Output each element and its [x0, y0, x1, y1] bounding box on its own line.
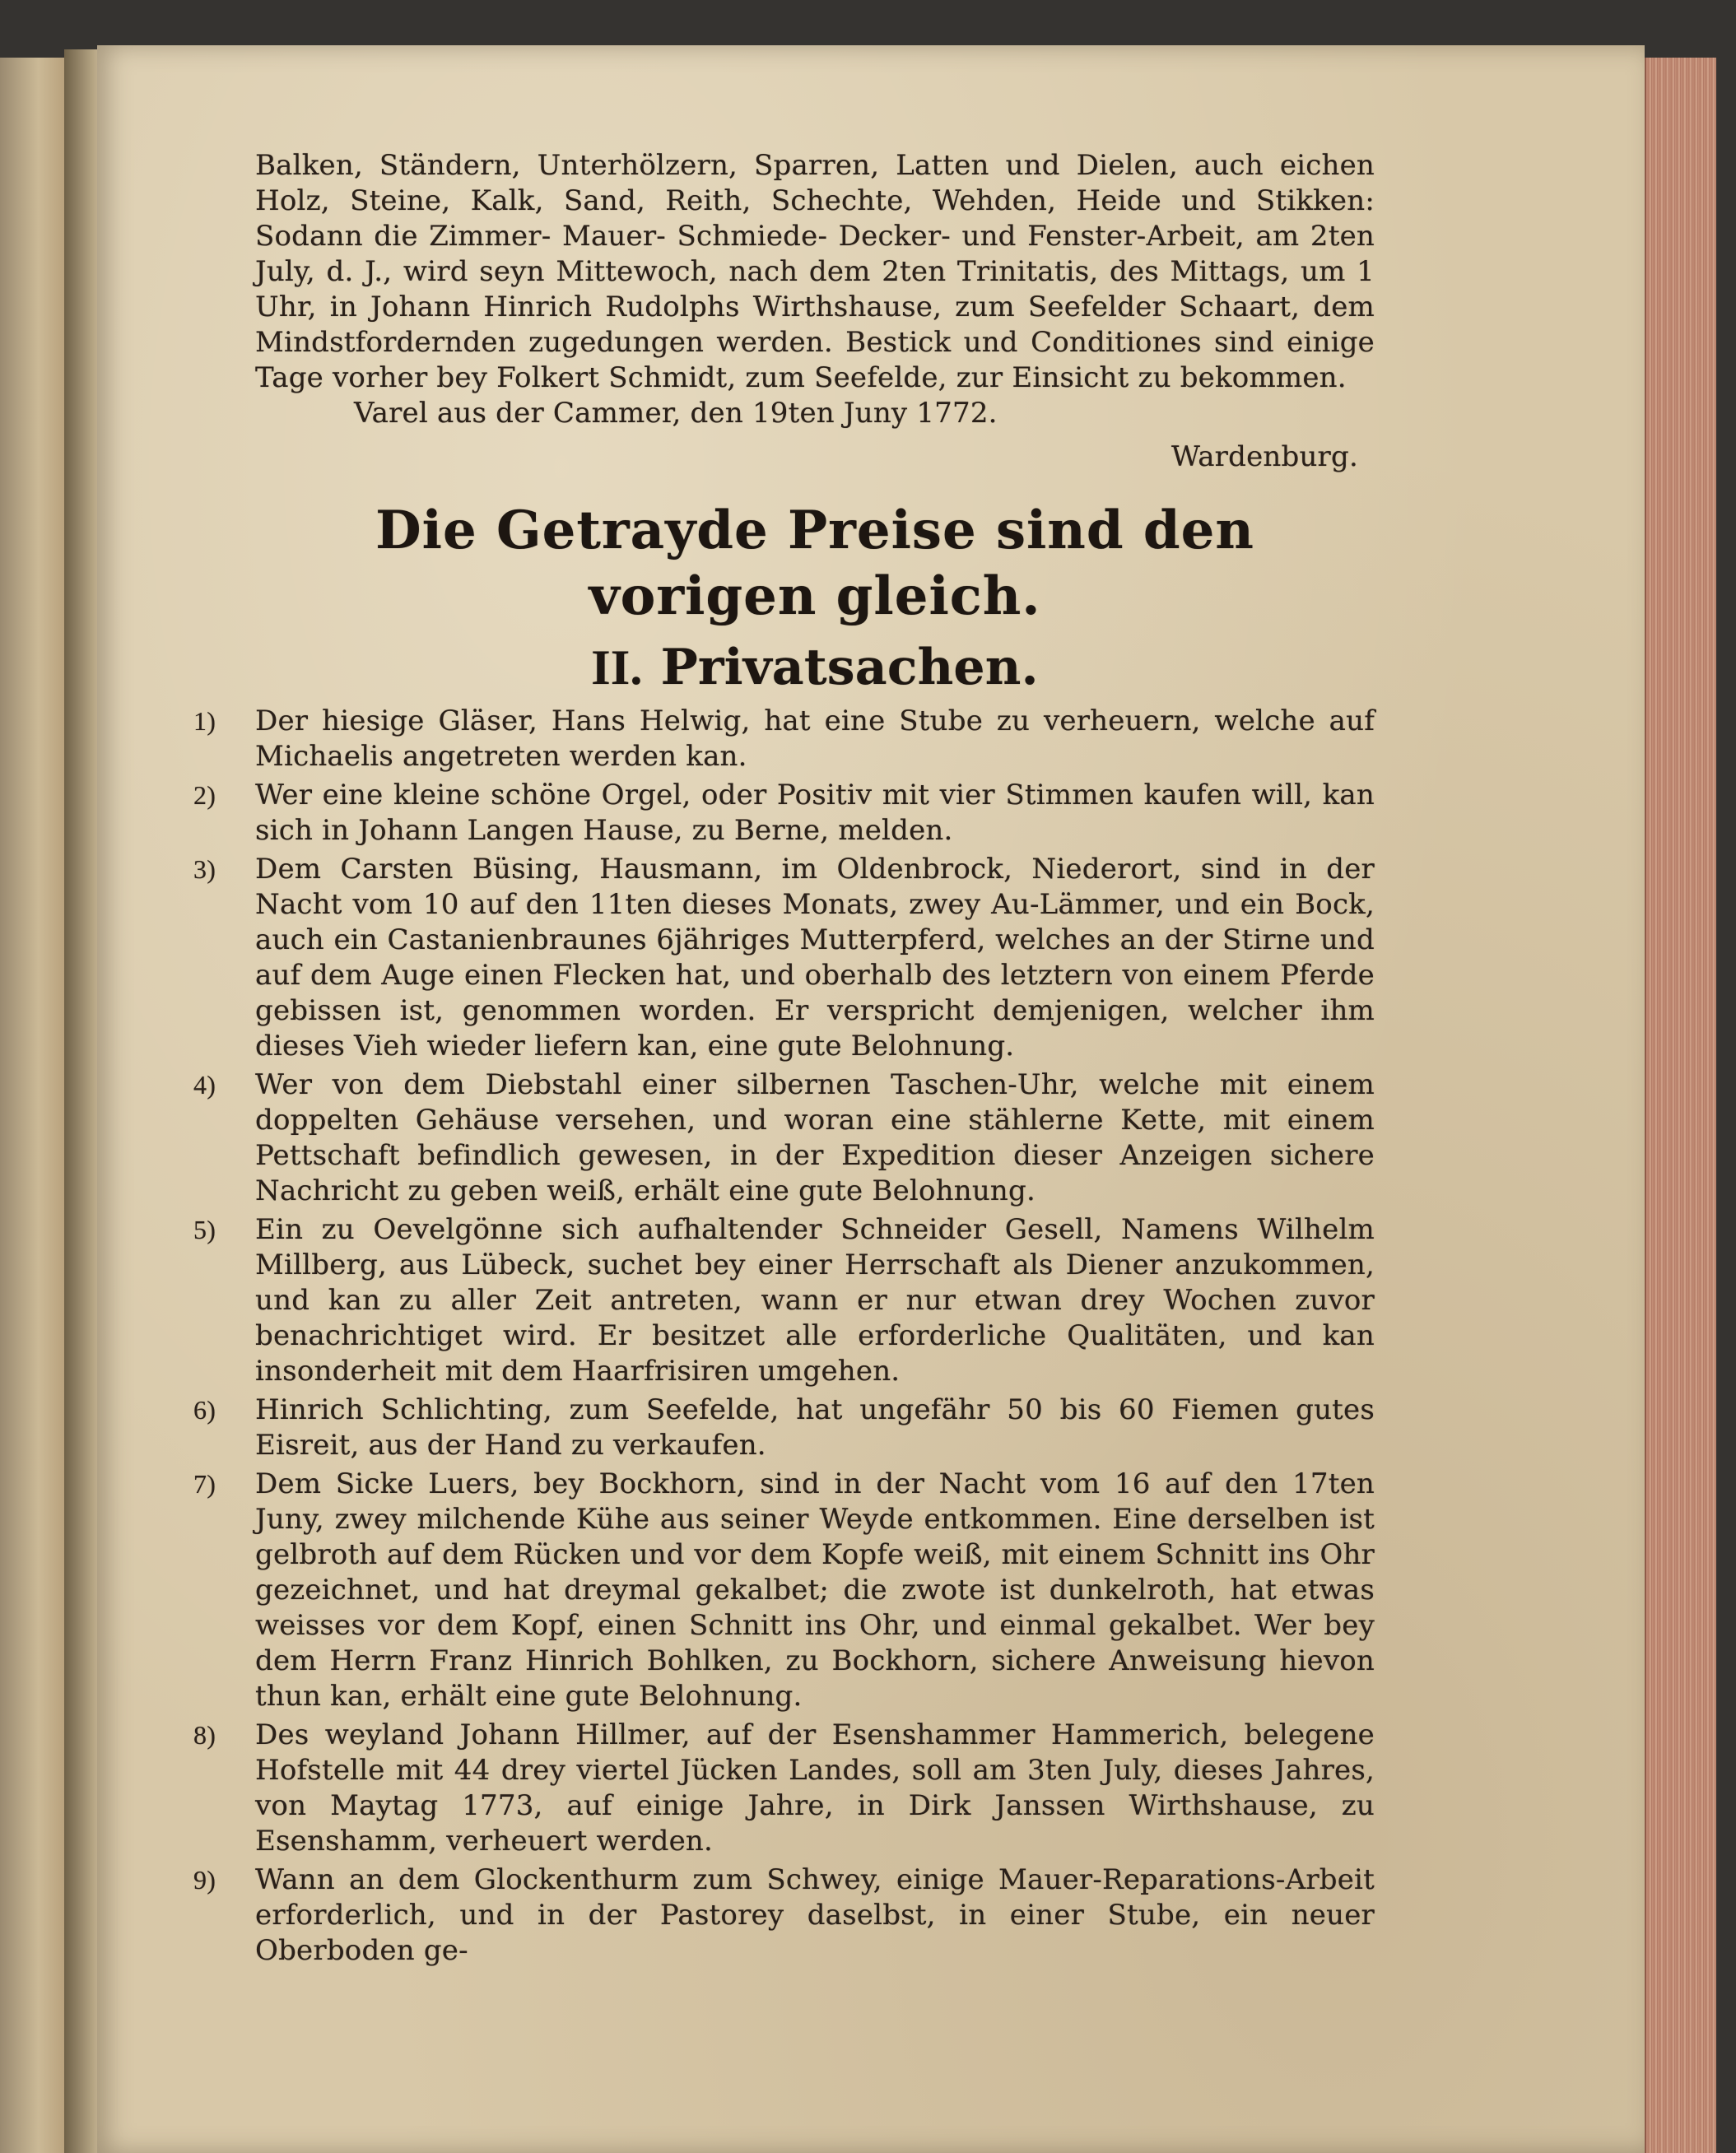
entry-number: 7)	[193, 1469, 216, 1499]
notice-entry	[193, 1212, 1375, 1389]
entry-text: Des weyland Johann Hillmer, auf der Esenshammer Hammerich, belegene Hofstelle mit 44 drey viertel Jücken Landes, soll am 3ten July, dieses Jahres, von Maytag 1773, auf einige Jahre, in Dirk Janssen Wirthshause, zu Esenshamm, verheuert werden.	[255, 1718, 1375, 1858]
page-content	[193, 148, 1375, 1972]
notice-entry	[193, 704, 1375, 774]
notice-entry	[193, 1067, 1375, 1209]
entry-number: 8)	[193, 1720, 216, 1750]
entry-number: 1)	[193, 706, 216, 736]
section-title: Privatsachen.	[660, 639, 1039, 696]
grain-price-headline: Die Getrayde Preise sind den vorigen gleich.	[375, 500, 1254, 627]
page-edges	[1645, 58, 1716, 2153]
entry-text: Hinrich Schlichting, zum Seefelde, hat ungefähr 50 bis 60 Fiemen gutes Eisreit, aus der Hand zu verkaufen.	[255, 1393, 1375, 1462]
notice-entry	[193, 852, 1375, 1064]
entry-number: 6)	[193, 1395, 216, 1425]
entry-text: Wann an dem Glockenthurm zum Schwey, einige Mauer-Reparations-Arbeit erforderlich, und in der Pastorey daselbst, in einer Stube, ein neuer Oberboden ge-	[255, 1863, 1375, 1967]
section-number: II.	[591, 640, 643, 695]
signature: Wardenburg.	[1171, 440, 1358, 473]
notice-entry	[193, 778, 1375, 849]
notice-entry	[193, 1718, 1375, 1859]
notice-list	[193, 704, 1375, 1969]
entry-number: 5)	[193, 1215, 216, 1244]
entry-text: Dem Sicke Luers, bey Bockhorn, sind in der Nacht vom 16 auf den 17ten Juny, zwey milchende Kühe aus seiner Weyde entkommen. Eine derselben ist gelbroth auf dem Rücken und vor dem Kopfe weiß, mit einem Schnitt ins Ohr gezeichnet, und hat dreymal gekalbet; die zwote ist dunkelroth, hat etwas weisses vor dem Kopf, einen Schnitt ins Ohr, und einmal gekalbet. Wer bey dem Herrn Franz Hinrich Bohlken, zu Bockhorn, sichere Anweisung hievon thun kan, erhält eine gute Belohnung.	[255, 1467, 1375, 1713]
book-gutter	[64, 49, 97, 2153]
entry-text: Wer von dem Diebstahl einer silbernen Taschen-Uhr, welche mit einem doppelten Gehäuse versehen, und woran eine stählerne Kette, mit einem Pettschaft befindlich gewesen, in der Expedition dieser Anzeigen sichere Nachricht zu geben weiß, erhält eine gute Belohnung.	[255, 1068, 1375, 1207]
entry-number: 2)	[193, 780, 216, 810]
entry-text: Ein zu Oevelgönne sich aufhaltender Schneider Gesell, Namens Wilhelm Millberg, aus Lübeck, suchet bey einer Herrschaft als Diener anzukommen, und kan zu aller Zeit antreten, wann er nur etwan drey Wochen zuvor benachrichtiget wird. Er besitzet alle erforderliche Qualitäten, und kan insonderheit mit dem Haarfrisiren umgehen.	[255, 1213, 1375, 1388]
notice-entry	[193, 1467, 1375, 1714]
entry-text: Wer eine kleine schöne Orgel, oder Positiv mit vier Stimmen kaufen will, kan sich in Johann Langen Hause, zu Berne, melden.	[255, 779, 1375, 847]
entry-number: 4)	[193, 1070, 216, 1100]
notice-entry	[193, 1393, 1375, 1463]
entry-text: Dem Carsten Büsing, Hausmann, im Oldenbrock, Niederort, sind in der Nacht vom 10 auf den 11ten dieses Monats, zwey Au-Lämmer, und ein Bock, auch ein Castanienbraunes 6jähriges Mutterpferd, welches an der Stirne und auf dem Auge einen Flecken hat, und oberhalb des letztern von einem Pferde gebissen ist, genommen worden. Er verspricht demjenigen, welcher ihm dieses Vieh wieder liefern kan, eine gute Belohnung.	[255, 853, 1375, 1063]
notice-entry	[193, 1862, 1375, 1969]
continuation-text: Balken, Ständern, Unterhölzern, Sparren, Latten und Dielen, auch eichen Holz, Steine, Kalk, Sand, Reith, Schechte, Wehden, Heide und Stikken: Sodann die Zimmer- Mauer- Schmiede- Decker- und Fenster-Arbeit, am 2ten July, d. J., wird seyn Mittewoch, nach dem 2ten Trinitatis, des Mittags, um 1 Uhr, in Johann Hinrich Rudolphs Wirthshause, zum Seefelder Schaart, dem Mindstfordernden zugedungen werden. Bestick und Conditiones sind einige Tage vorher bey Folkert Schmidt, zum Seefelde, zur Einsicht zu bekommen.	[255, 149, 1375, 394]
entry-text: Der hiesige Gläser, Hans Helwig, hat eine Stube zu verheuern, welche auf Michaelis angetreten werden kan.	[255, 704, 1375, 773]
dateline: Varel aus der Cammer, den 19ten Juny 1772.	[354, 397, 998, 430]
entry-number: 3)	[193, 854, 216, 884]
left-page-edge	[0, 58, 67, 2153]
entry-number: 9)	[193, 1865, 216, 1895]
section-heading	[255, 636, 1375, 699]
